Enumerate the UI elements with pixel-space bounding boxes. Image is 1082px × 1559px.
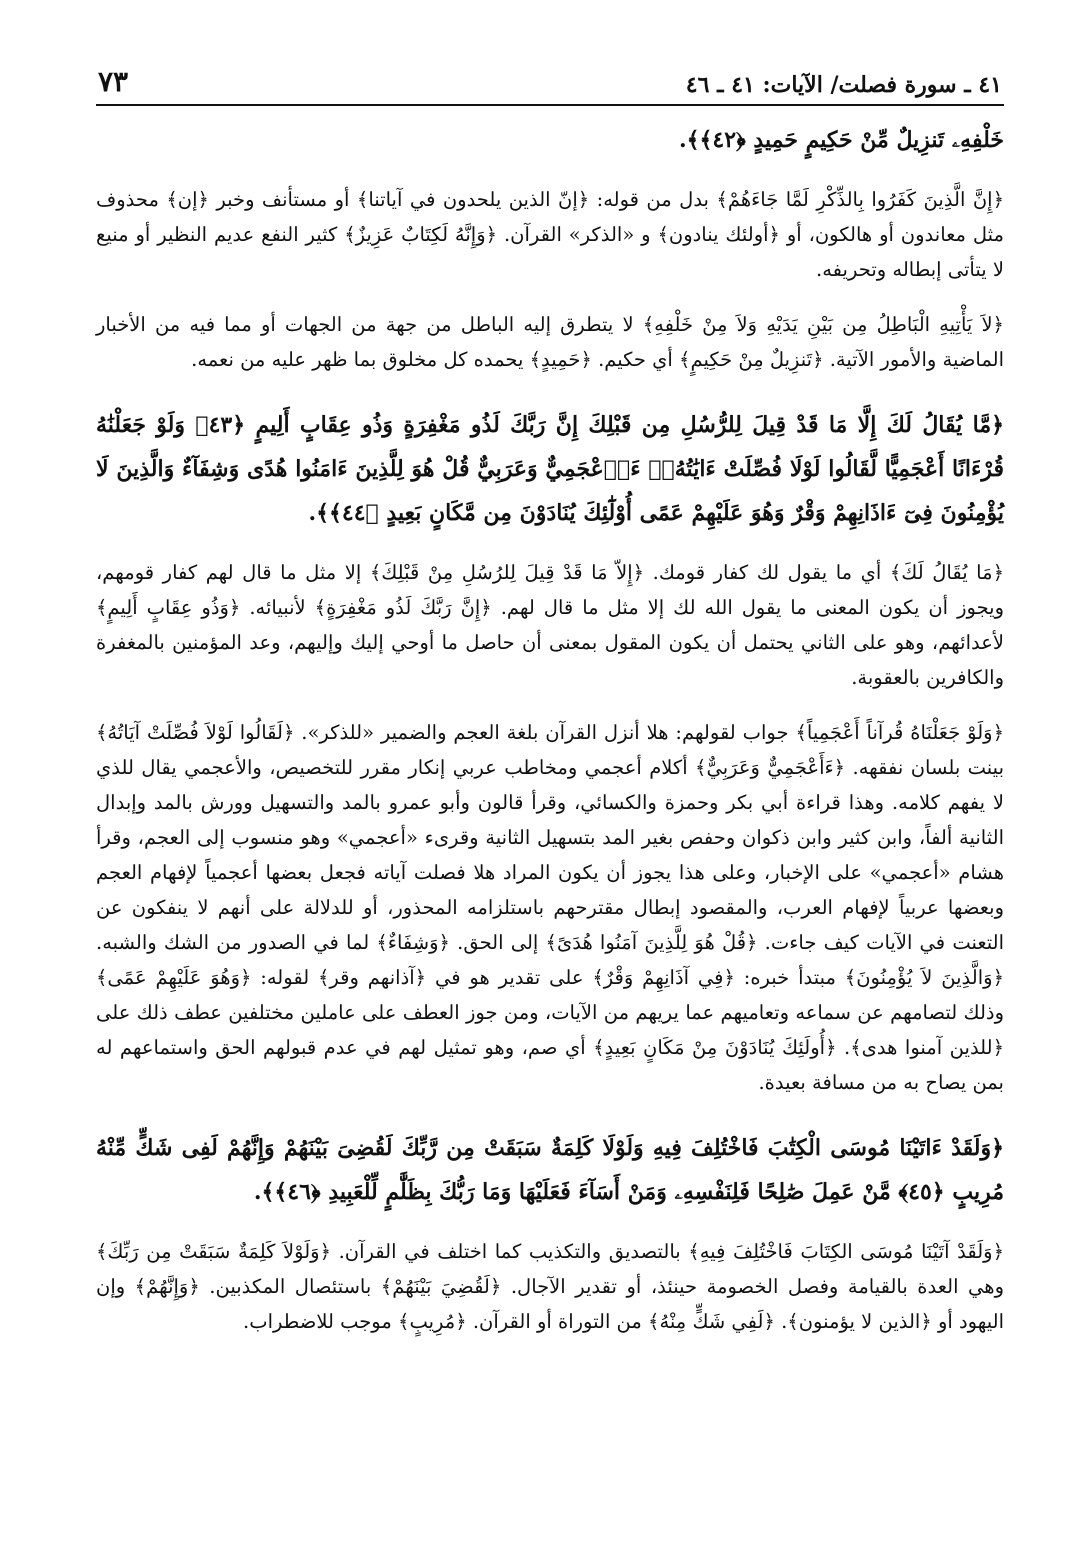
running-header [96, 54, 1004, 106]
page-content [96, 118, 1004, 1339]
commentary-paragraph: ﴿مَا يُقَالُ لَكَ﴾ أي ما يقول لك كفار قومك. ﴿إِلاّ مَا قَدْ قِيلَ لِلرُسُلِ مِنْ قَبْلِكَ﴾ إلا مثل ما قال لهم كفار قومهم، ويجوز أن يكون المعنى ما يقول الله لك إلا مثل ما قال لهم. ﴿إِنَّ رَبَّكَ لَذُو مَغْفِرَةٍ﴾ لأنبيائه. ﴿وَذُو عِقَابٍ أَلِيمٍ﴾ لأعدائهم، وهو على الثاني يحتمل أن يكون المقول بمعنى أن حاصل ما أوحي إليك وإليهم، وعد المؤمنين بالمغفرة والكافرين بالعقوبة. [96, 561, 1004, 689]
page-number: ٧٣ [98, 65, 129, 98]
commentary-paragraph: ﴿وَلَقَدْ آتَيْنَا مُوسَى الكِتَابَ فَاخْتُلِفَ فِيهِ﴾ بالتصديق والتكذيب كما اختلف في القرآن. ﴿وَلَوْلاَ كَلِمَةٌ سَبَقَتْ مِن رَبِّكَ﴾ وهي العدة بالقيامة وفصل الخصومة حينئذ، أو تقدير الآجال. ﴿لَقُضِيَ بَيْنَهُمْ﴾ باستئصال المكذبين. ﴿وَإِنَّهُمْ﴾ وإن اليهود أو ﴿الذين لا يؤمنون﴾. ﴿لَفِي شَكٍّ مِنْهُ﴾ من التوراة أو القرآن. ﴿مُرِيبٍ﴾ موجب للاضطراب. [96, 1240, 1004, 1333]
quran-verses-43-44: ﴿مَّا يُقَالُ لَكَ إِلَّا مَا قَدْ قِيلَ لِلرُّسُلِ مِن قَبْلِكَ إِنَّ رَبَّكَ لَذُو مَغْفِرَةٍ وَذُو عِقَابٍ أَلِيمٍ ﴿٤٣﴾ وَلَوْ جَعَلْنَٰهُ قُرْءَانًا أَعْجَمِيًّا لَّقَالُوا لَوْلَا فُصِّلَتْ ءَايَٰتُهُۥٓ ءَا۬عْجَمِيٌّ وَعَرَبِيٌّ قُلْ هُوَ لِلَّذِينَ ءَامَنُوا هُدًى وَشِفَآءٌ وَالَّذِينَ لَا يُؤْمِنُونَ فِىٓ ءَاذَانِهِمْ وَقْرٌ وَهُوَ عَلَيْهِمْ عَمًى أُوْلَٰٓئِكَ يُنَادَوْنَ مِن مَّكَانٍ بَعِيدٍ ﴿٤٤﴾﴾. [96, 412, 1005, 526]
header-title: ٤١ ـ سورة فصلت/ الآيات: ٤١ ـ ٤٦ [685, 72, 1002, 98]
quran-verse-42-end: خَلْفِهِۦ تَنزِيلٌ مِّنْ حَكِيمٍ حَمِيدٍ ﴿٤٢﴾﴾. [678, 127, 1004, 153]
commentary-paragraph: ﴿إِنَّ الَّذِينَ كَفَرُوا بِالذِّكْرِ لَمَّا جَاءَهُمْ﴾ بدل من قوله: ﴿إنّ الذين يلحدون في آياتنا﴾ أو مستأنف وخبر ﴿إن﴾ محذوف مثل معاندون أو هالكون، أو ﴿أولئك ينادون﴾ و «الذكر» القرآن. ﴿وَإِنَّهُ لَكِتَابٌ عَزِيزٌ﴾ كثير النفع عديم النظير أو منيع لا يتأتى إبطاله وتحريفه. [96, 188, 1004, 281]
commentary-paragraph: ﴿وَلَوْ جَعَلْنَاهُ قُرآناً أَعْجَمِياً﴾ جواب لقولهم: هلا أنزل القرآن بلغة العجم والضمير «للذكر». ﴿لَقَالُوا لَوْلاَ فُصِّلَتْ آيَاتُهُ﴾ بينت بلسان نفقهه. ﴿ءَأَعْجَمِيٌّ وَعَرَبِيٌّ﴾ أكلام أعجمي ومخاطب عربي إنكار مقرر للتخصيص، والأعجمي يقال للذي لا يفهم كلامه. وهذا قراءة أبي بكر وحمزة والكسائي، وقرأ قالون وأبو عمرو بالمد والتسهيل وورش بالمد وإبدال الثانية ألفاً، وابن كثير وابن ذكوان وحفص بغير المد بتسهيل الثانية وقرىء «أعجمي» وهو منسوب إلى العجم، وقرأ هشام «أعجمي» على الإخبار، وعلى هذا يجوز أن يكون المراد هلا فصلت آياته فجعل بعضها أعجمياً لإفهام العجم وبعضها عربياً لإفهام العرب، والمقصود إبطال مقترحهم باستلزامه المحذور، أو للدلالة على أنهم لا ينفكون عن التعنت في الآيات كيف جاءت. ﴿قُلْ هُوَ لِلَّذِينَ آمَنُوا هُدَىً﴾ إلى الحق. ﴿وَشِفَاءٌ﴾ لما في الصدور من الشك والشبه. ﴿وَالَّذِينَ لاَ يُؤْمِنُونَ﴾ مبتدأ خبره: ﴿فِي آذَانِهِمْ وَقْرٌ﴾ على تقدير هو في ﴿آذانهم وقر﴾ لقوله: ﴿وَهُوَ عَلَيْهِمْ عَمًى﴾ وذلك لتصامهم عن سماعه وتعاميهم عما يريهم من الآيات، ومن جوز العطف على عاملين مختلفين عطف ذلك على ﴿للذين آمنوا هدى﴾. ﴿أُولَئِكَ يُنَادَوْنَ مِنْ مَكَانٍ بَعِيدٍ﴾ أي صم، وهو تمثيل لهم في عدم قبولهم الحق واستماعهم له بمن يصاح به من مسافة بعيدة. [96, 721, 1004, 1094]
commentary-paragraph: ﴿لاَ يَأْتِيهِ الْبَاطِلُ مِن بَيْنِ يَدَيْهِ وَلاَ مِنْ خَلْفِهِ﴾ لا يتطرق إليه الباطل من جهة من الجهات أو مما فيه من الأخبار الماضية والأمور الآتية. ﴿تَنزِيلٌ مِنْ حَكِيمٍ﴾ أي حكيم. ﴿حَمِيدٍ﴾ يحمده كل مخلوق بما ظهر عليه من نعمه. [96, 313, 1004, 371]
quran-verses-45-46: ﴿وَلَقَدْ ءَاتَيْنَا مُوسَى الْكِتَٰبَ فَاخْتُلِفَ فِيهِ وَلَوْلَا كَلِمَةٌ سَبَقَتْ مِن رَّبِّكَ لَقُضِىَ بَيْنَهُمْ وَإِنَّهُمْ لَفِى شَكٍّ مِّنْهُ مُرِيبٍ ﴿٤٥﴾ مَّنْ عَمِلَ صَٰلِحًا فَلِنَفْسِهِۦ وَمَنْ أَسَآءَ فَعَلَيْهَا وَمَا رَبُّكَ بِظَلَّٰمٍ لِّلْعَبِيدِ ﴿٤٦﴾﴾. [96, 1135, 1004, 1205]
